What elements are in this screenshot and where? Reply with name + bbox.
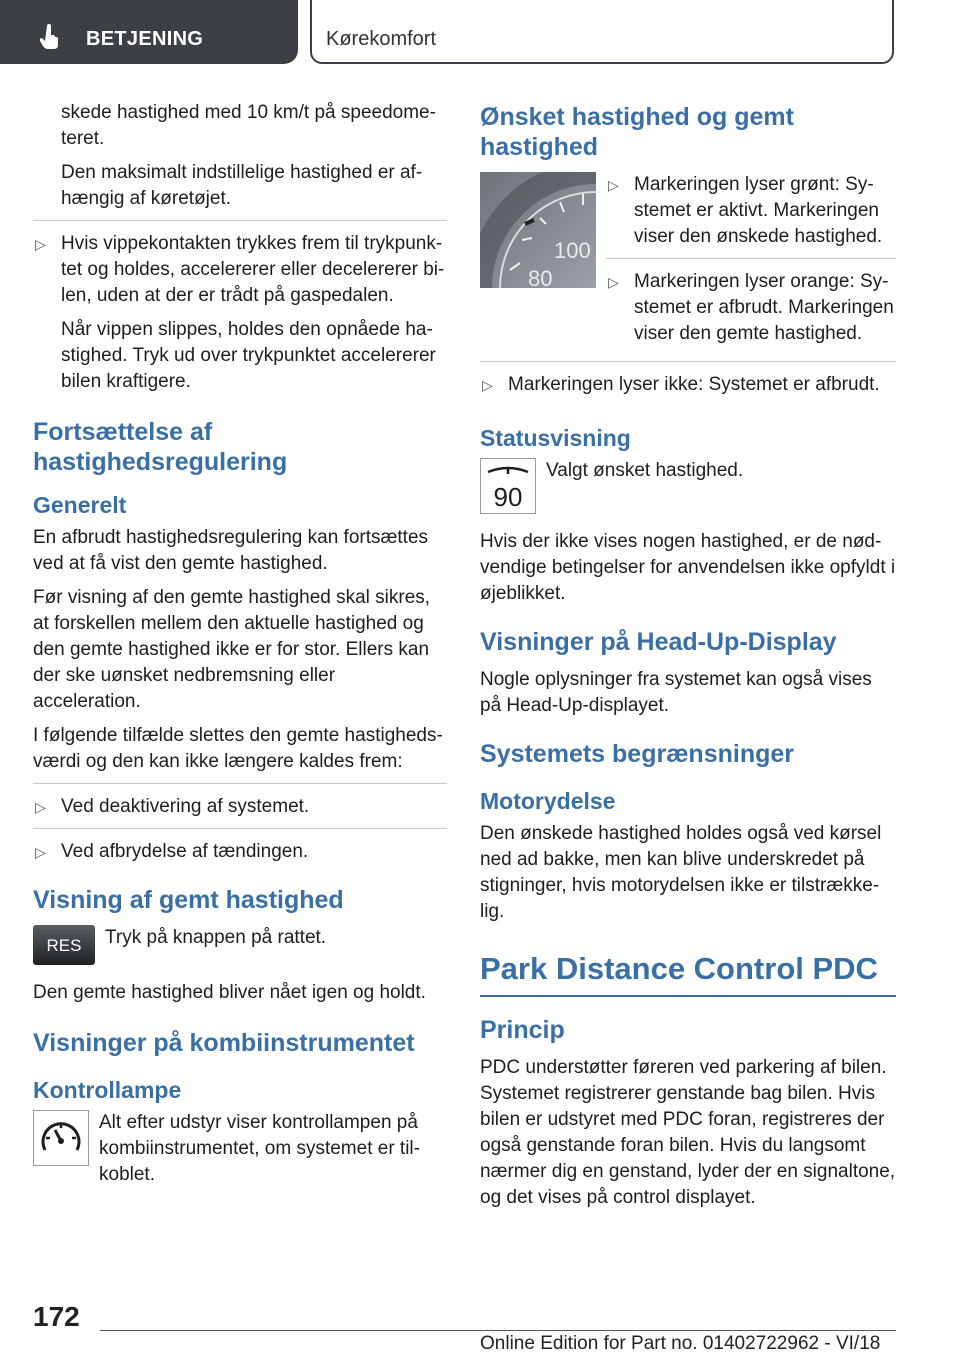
status-display [480, 458, 896, 519]
section-heading: Visninger på kombiinstrumentet [33, 1029, 415, 1057]
divider [33, 783, 447, 784]
chapter-tab[interactable] [310, 0, 894, 64]
section-heading: Fortsættelse af hastighedsregulering [33, 418, 288, 476]
list-item-text: Ved afbrydelse af tændingen. [61, 841, 309, 862]
svg-text:80: 80 [528, 266, 553, 288]
paragraph: Nogle oplysninger fra systemet kan også vises på Head-Up-displayet. [480, 669, 872, 716]
list-item [33, 839, 447, 865]
paragraph: Før visning af den gemte hastighed skal sikres, at forskellen mellem den aktuelle hastighed og den gemte hastighed ikke er for stor. Ellers kan der ske uønsket nedbremsning eller acceleration. [33, 587, 431, 712]
gauge-block [480, 172, 896, 355]
list-item [480, 372, 896, 398]
set-speed-indicator-icon [480, 458, 536, 519]
paragraph: En afbrudt hastighedsregulering kan fortsættes ved at få vist den gemte hastighed. [33, 527, 429, 574]
divider [33, 828, 447, 829]
hand-pointer-icon [40, 24, 62, 50]
section-heading: Visning af gemt hastighed [33, 886, 344, 914]
paragraph: I følgende tilfælde slettes den gemte hastighedsværdi og den kan ikke længere kaldes frem: [33, 725, 443, 772]
subsection-heading: Motorydelse [480, 788, 616, 814]
page-header [0, 0, 960, 66]
list-item [33, 794, 447, 820]
section-heading: Ønsket hastighed og gemt hastighed [480, 103, 794, 161]
divider [480, 361, 896, 362]
svg-text:90: 90 [493, 482, 523, 512]
chapter-label: Kørekomfort [326, 28, 437, 50]
res-instruction [33, 925, 447, 970]
triangle-bullet-icon: ▷ [35, 799, 46, 815]
edition-note: Online Edition for Part no. 01402722962 - VI/18 [480, 1333, 881, 1354]
footer-divider [100, 1330, 896, 1331]
paragraph: Tryk på knappen på rattet. [105, 927, 327, 948]
triangle-bullet-icon: ▷ [35, 236, 46, 252]
lamp-description [33, 1110, 447, 1188]
list-item [33, 231, 447, 309]
divider [33, 220, 447, 221]
divider [606, 258, 896, 259]
section-heading: Princip [480, 1016, 565, 1044]
section-heading: Systemets begrænsninger [480, 740, 794, 768]
section-heading: Visninger på Head-Up-Display [480, 628, 837, 656]
svg-text:100: 100 [554, 238, 591, 263]
paragraph: Alt efter udstyr viser kontrollampen på kombiinstrumentet, om systemet er tilkoblet. [99, 1112, 420, 1185]
paragraph: Valgt ønsket hastighed. [546, 460, 744, 481]
subsection-heading: Statusvisning [480, 425, 631, 451]
res-button-icon [33, 925, 95, 970]
triangle-bullet-icon: ▷ [482, 377, 493, 393]
list-item [606, 269, 896, 347]
list-item-text: Hvis vippekontakten trykkes frem til trykpunktet og holdes, accelererer eller decelererer bilen, uden at der er trådt på gaspedalen. [61, 233, 445, 306]
list-item-text: Ved deaktivering af systemet. [61, 796, 310, 817]
triangle-bullet-icon: ▷ [608, 274, 619, 290]
paragraph: Den maksimalt indstillelige hastighed er afhængig af køretøjet. [61, 162, 423, 209]
list-item [606, 172, 896, 250]
section-label: BETJENING [86, 28, 204, 50]
subsection-heading: Generelt [33, 492, 127, 518]
section-tab[interactable] [0, 0, 298, 64]
paragraph: skede hastighed med 10 km/t på speedometeret. [61, 102, 436, 149]
paragraph: Den gemte hastighed bliver nået igen og holdt. [33, 982, 426, 1003]
svg-text:RES: RES [46, 936, 82, 955]
triangle-bullet-icon: ▷ [608, 177, 619, 193]
speedometer-gauge-image [480, 172, 596, 293]
list-item-text: Markeringen lyser grønt: Systemet er aktivt. Markeringen viser den ønskede hastighed. [634, 174, 883, 247]
page-number: 172 [33, 1301, 80, 1332]
paragraph: Den ønskede hastighed holdes også ved kørsel ned ad bakke, men kan blive underskredet på stigninger, hvis motorydelsen ikke er tilstrækkelig. [480, 823, 882, 922]
paragraph: Når vippen slippes, holdes den opnåede hastighed. Tryk ud over trykpunktet accelererer bilen kraftigere. [61, 319, 436, 392]
left-column [33, 100, 447, 1198]
list-item-text: Markeringen lyser orange: Systemet er afbrudt. Markeringen viser den gemte hastighed. [634, 271, 894, 344]
triangle-bullet-icon: ▷ [35, 844, 46, 860]
paragraph: PDC understøtter føreren ved parkering af bilen. Systemet registrerer genstande bag bilen. Hvis bilen er udstyret med PDC foran, registreres der også genstande foran bilen. Hvis du langsomt nærmer dig en genstand, lyder der en signaltone, og det vises på control displayet. [480, 1057, 896, 1208]
right-column [480, 100, 896, 1219]
chapter-heading: Park Distance Control PDC [480, 949, 896, 997]
speedometer-lamp-icon [33, 1110, 89, 1171]
paragraph: Hvis der ikke vises nogen hastighed, er de nødvendige betingelser for anvendelsen ikke opfyldt i øjeblikket. [480, 531, 896, 604]
subsection-heading: Kontrollampe [33, 1077, 182, 1103]
list-item-text: Markeringen lyser ikke: Systemet er afbrudt. [508, 374, 880, 395]
